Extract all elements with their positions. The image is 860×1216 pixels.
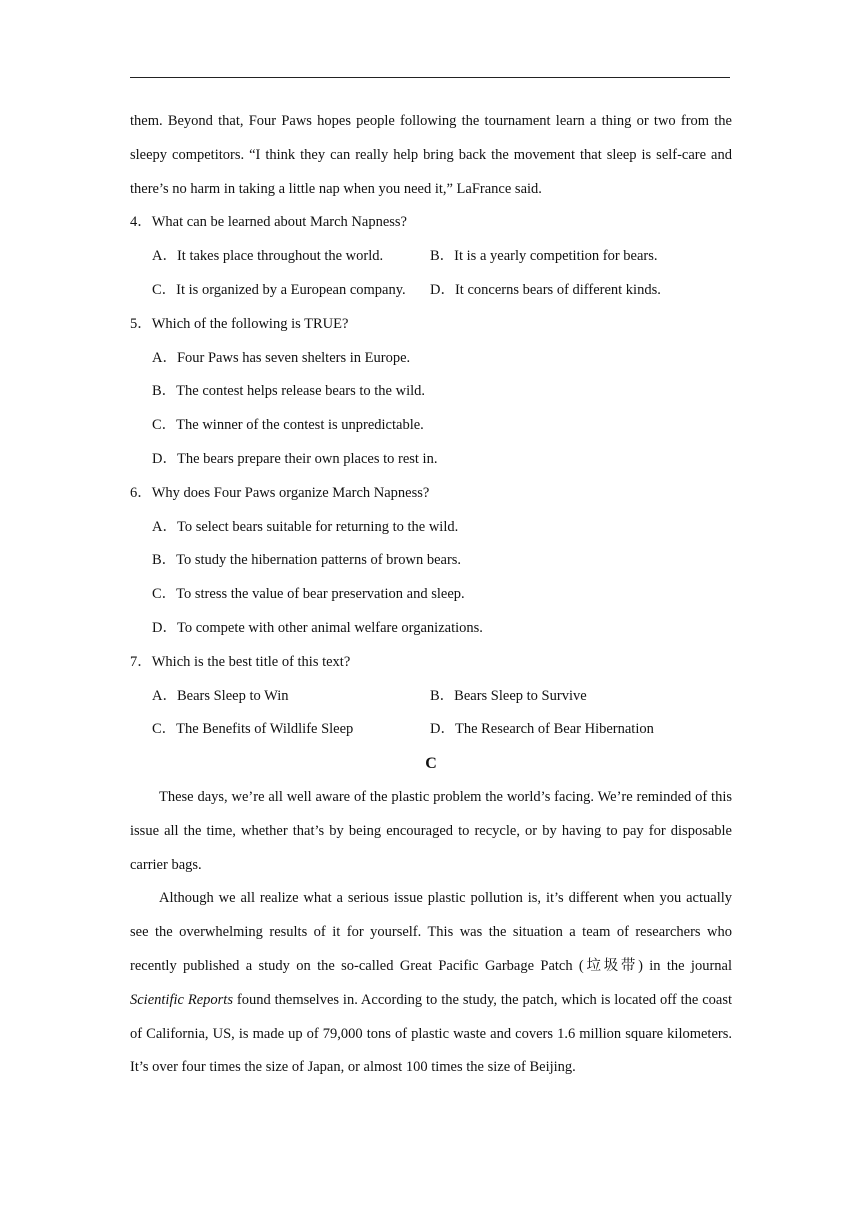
question-5-option-a: A．Four Paws has seven shelters in Europe. [152, 349, 411, 366]
question-6-option-a: A．To select bears suitable for returning to the wild. [152, 518, 459, 535]
passage-c-paragraph-2-text-2: found themselves in. According to the study, the patch, which is located off the coast of California, US, is made up of 79,000 tons of plastic waste and covers 1.6 million square kilometers. It’s over four times the size of Japan, or almost 100 times the size of Beijing. [130, 991, 732, 1076]
question-5-stem: 5．Which of the following is TRUE? [130, 315, 349, 332]
passage-c-heading: C [425, 755, 437, 773]
question-7-option-c: C．The Benefits of Wildlife Sleep [152, 721, 354, 738]
question-5-option-d: D．The bears prepare their own places to rest in. [152, 450, 438, 467]
question-5-option-c: C．The winner of the contest is unpredictable. [152, 417, 424, 434]
question-4-stem: 4．What can be learned about March Napness? [130, 214, 407, 231]
page-content [130, 105, 732, 1085]
question-7-stem: 7．Which is the best title of this text? [130, 653, 351, 670]
question-4-option-a: A．It takes place throughout the world. [152, 248, 384, 265]
passage-b-closing-paragraph: them. Beyond that, Four Paws hopes people following the tournament learn a thing or two from the sleepy competitors. “I think they can really help bring back the movement that sleep is self-care and there’s no harm in taking a little nap when you need it,” LaFrance said. [130, 113, 732, 197]
question-6-option-d: D．To compete with other animal welfare organizations. [152, 619, 483, 636]
question-7-option-b: B．Bears Sleep to Survive [430, 687, 587, 704]
journal-title: Scientific Reports [130, 991, 233, 1008]
question-4-option-c: C．It is organized by a European company. [152, 281, 406, 298]
question-6-stem: 6．Why does Four Paws organize March Napness? [130, 484, 430, 501]
question-4-option-b: B．It is a yearly competition for bears. [430, 248, 658, 265]
header-rule [130, 77, 730, 78]
passage-c-paragraph-2-text-1: Although we all realize what a serious issue plastic pollution is, it’s different when you actually see the overwhelming results of it for yourself. This was the situation a team of researchers who recently published a study on the so-called Great Pacific Garbage Patch (垃圾带) in the journal [130, 890, 732, 974]
question-7-options-row-1 [130, 680, 732, 714]
question-7-options-row-2 [130, 713, 732, 747]
question-7-option-a: A．Bears Sleep to Win [152, 687, 289, 704]
question-4-option-d: D．It concerns bears of different kinds. [430, 281, 661, 298]
question-6-option-b: B．To study the hibernation patterns of brown bears. [152, 552, 462, 569]
passage-c-paragraph-2 [130, 882, 732, 1085]
question-6-option-c: C．To stress the value of bear preservation and sleep. [152, 586, 465, 603]
passage-c-paragraph-1: These days, we’re all well aware of the plastic problem the world’s facing. We’re reminded of this issue all the time, whether that’s by being encouraged to recycle, or by having to pay for disposable carrier bags. [130, 788, 732, 873]
question-7-option-d: D．The Research of Bear Hibernation [430, 721, 654, 738]
question-4-options-row-2 [130, 274, 732, 308]
question-5-option-b: B．The contest helps release bears to the wild. [152, 383, 426, 400]
question-4-options-row-1 [130, 240, 732, 274]
